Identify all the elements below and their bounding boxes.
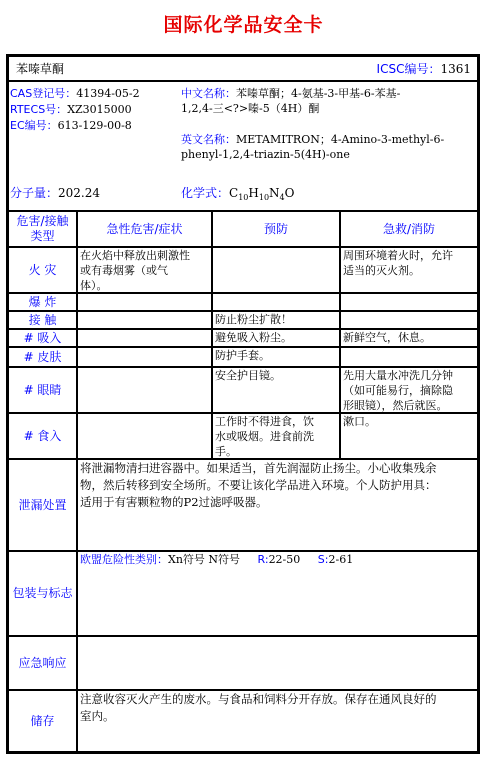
mw-value: 202.24: [58, 186, 101, 200]
ec-value: 613-129-00-8: [57, 119, 132, 132]
row-label-ingestion: # 食入: [8, 413, 77, 459]
rtecs-line: [10, 102, 132, 117]
en-name-label: 英文名称：: [181, 133, 236, 146]
row-label-inhalation: # 吸入: [8, 329, 77, 347]
r-label: R:: [257, 553, 269, 566]
explosion-prevention: [212, 293, 340, 311]
r-value: 22-50: [268, 553, 301, 566]
inhalation-prevention: 避免吸入粉尘。: [212, 329, 340, 347]
eyes-first-aid: 先用大量水冲洗几分钟 （如可能易行，摘除隐 形眼镜），然后就医。: [340, 367, 478, 413]
header-first-aid: 急救/消防: [340, 211, 478, 247]
s-value: 2-61: [328, 553, 354, 566]
row-label-storage: 储存: [8, 690, 77, 752]
skin-hazard: [77, 347, 212, 367]
en-name-value-2: phenyl-1,2,4-triazin-5(4H)-one: [181, 148, 350, 161]
cas-value: 41394-05-2: [76, 87, 140, 100]
ec-label: EC编号：: [10, 119, 58, 132]
cas-line: [10, 86, 140, 101]
ingestion-hazard: [77, 413, 212, 459]
row-label-contact: 接 触: [8, 311, 77, 329]
formula-label: 化学式：: [181, 186, 230, 200]
mw-line: [10, 186, 100, 201]
icsc-label: ICSC编号：: [376, 62, 441, 76]
icsc-value: 1361: [440, 62, 471, 76]
eyes-prevention: 安全护目镜。: [212, 367, 340, 413]
spill-text: 将泄漏物清扫进容器中。如果适当，首先润湿防止扬尘。小心收集残余 物，然后转移到安全场所。不要让该化学品进入环境。个人防护用具： 适用于有害颗粒物的P2过滤呼吸器。: [77, 459, 478, 551]
row-label-explosion: 爆 炸: [8, 293, 77, 311]
eu-symbols: Xn符号 N符号: [168, 553, 241, 566]
rtecs-value: XZ3015000: [67, 103, 132, 116]
ec-line: [10, 118, 132, 133]
storage-text: 注意收容灭火产生的废水。与食品和饲料分开存放。保存在通风良好的 室内。: [77, 690, 478, 752]
inhalation-first-aid: 新鲜空气，休息。: [340, 329, 478, 347]
header-type: 危害/接触类型: [8, 211, 77, 247]
row-label-eyes: # 眼睛: [8, 367, 77, 413]
formula: $C_{10}H_{10}N_4O$: [229, 186, 295, 202]
name-row: [8, 56, 478, 81]
skin-first-aid: [340, 347, 478, 367]
fire-hazard: 在火焰中释放出刺激性 或有毒烟雾（或气 体）。: [77, 247, 212, 293]
rtecs-label: RTECS号：: [10, 103, 68, 116]
eyes-hazard: [77, 367, 212, 413]
cas-label: CAS登记号：: [10, 87, 77, 100]
en-name-block: [181, 132, 471, 162]
ingestion-first-aid: 漱口。: [340, 413, 478, 459]
fire-prevention: [212, 247, 340, 293]
contact-prevention: 防止粉尘扩散！: [212, 311, 340, 329]
explosion-hazard: [77, 293, 212, 311]
chemical-name: 苯嗪草酮: [16, 62, 65, 76]
fire-first-aid: 周围环境着火时，允许 适当的灭火剂。: [340, 247, 478, 293]
en-name-value-1: METAMITRON；4-Amino-3-methyl-6-: [236, 133, 445, 146]
identifier-block: [8, 81, 478, 211]
safety-card: [6, 54, 480, 754]
cn-name-value-1: 苯嗪草酮；4-氨基-3-甲基-6-苯基-: [236, 87, 401, 100]
ingestion-prevention: 工作时不得进食，饮 水或吸烟。进食前洗 手。: [212, 413, 340, 459]
emergency-text: [77, 636, 478, 690]
row-label-skin: # 皮肤: [8, 347, 77, 367]
s-label: S:: [317, 553, 329, 566]
packaging-text: [77, 551, 478, 636]
eu-class-label: 欧盟危险性类别：: [80, 553, 168, 566]
row-label-spill: 泄漏处置: [8, 459, 77, 551]
inhalation-hazard: [77, 329, 212, 347]
explosion-first-aid: [340, 293, 478, 311]
skin-prevention: 防护手套。: [212, 347, 340, 367]
mw-label: 分子量：: [10, 186, 59, 200]
header-hazard: 急性危害/症状: [77, 211, 212, 247]
row-label-emergency: 应急响应: [8, 636, 77, 690]
cn-name-block: [181, 86, 471, 116]
formula-line: [181, 186, 294, 202]
cn-name-label: 中文名称：: [181, 87, 236, 100]
cn-name-value-2: 1,2,4-三<?>嗪-5（4H）酮: [181, 102, 320, 115]
header-prevention: 预防: [212, 211, 340, 247]
contact-hazard: [77, 311, 212, 329]
page-title: 国际化学品安全卡: [163, 14, 324, 36]
row-label-fire: 火 灾: [8, 247, 77, 293]
contact-first-aid: [340, 311, 478, 329]
row-label-packaging: 包装与标志: [8, 551, 77, 636]
